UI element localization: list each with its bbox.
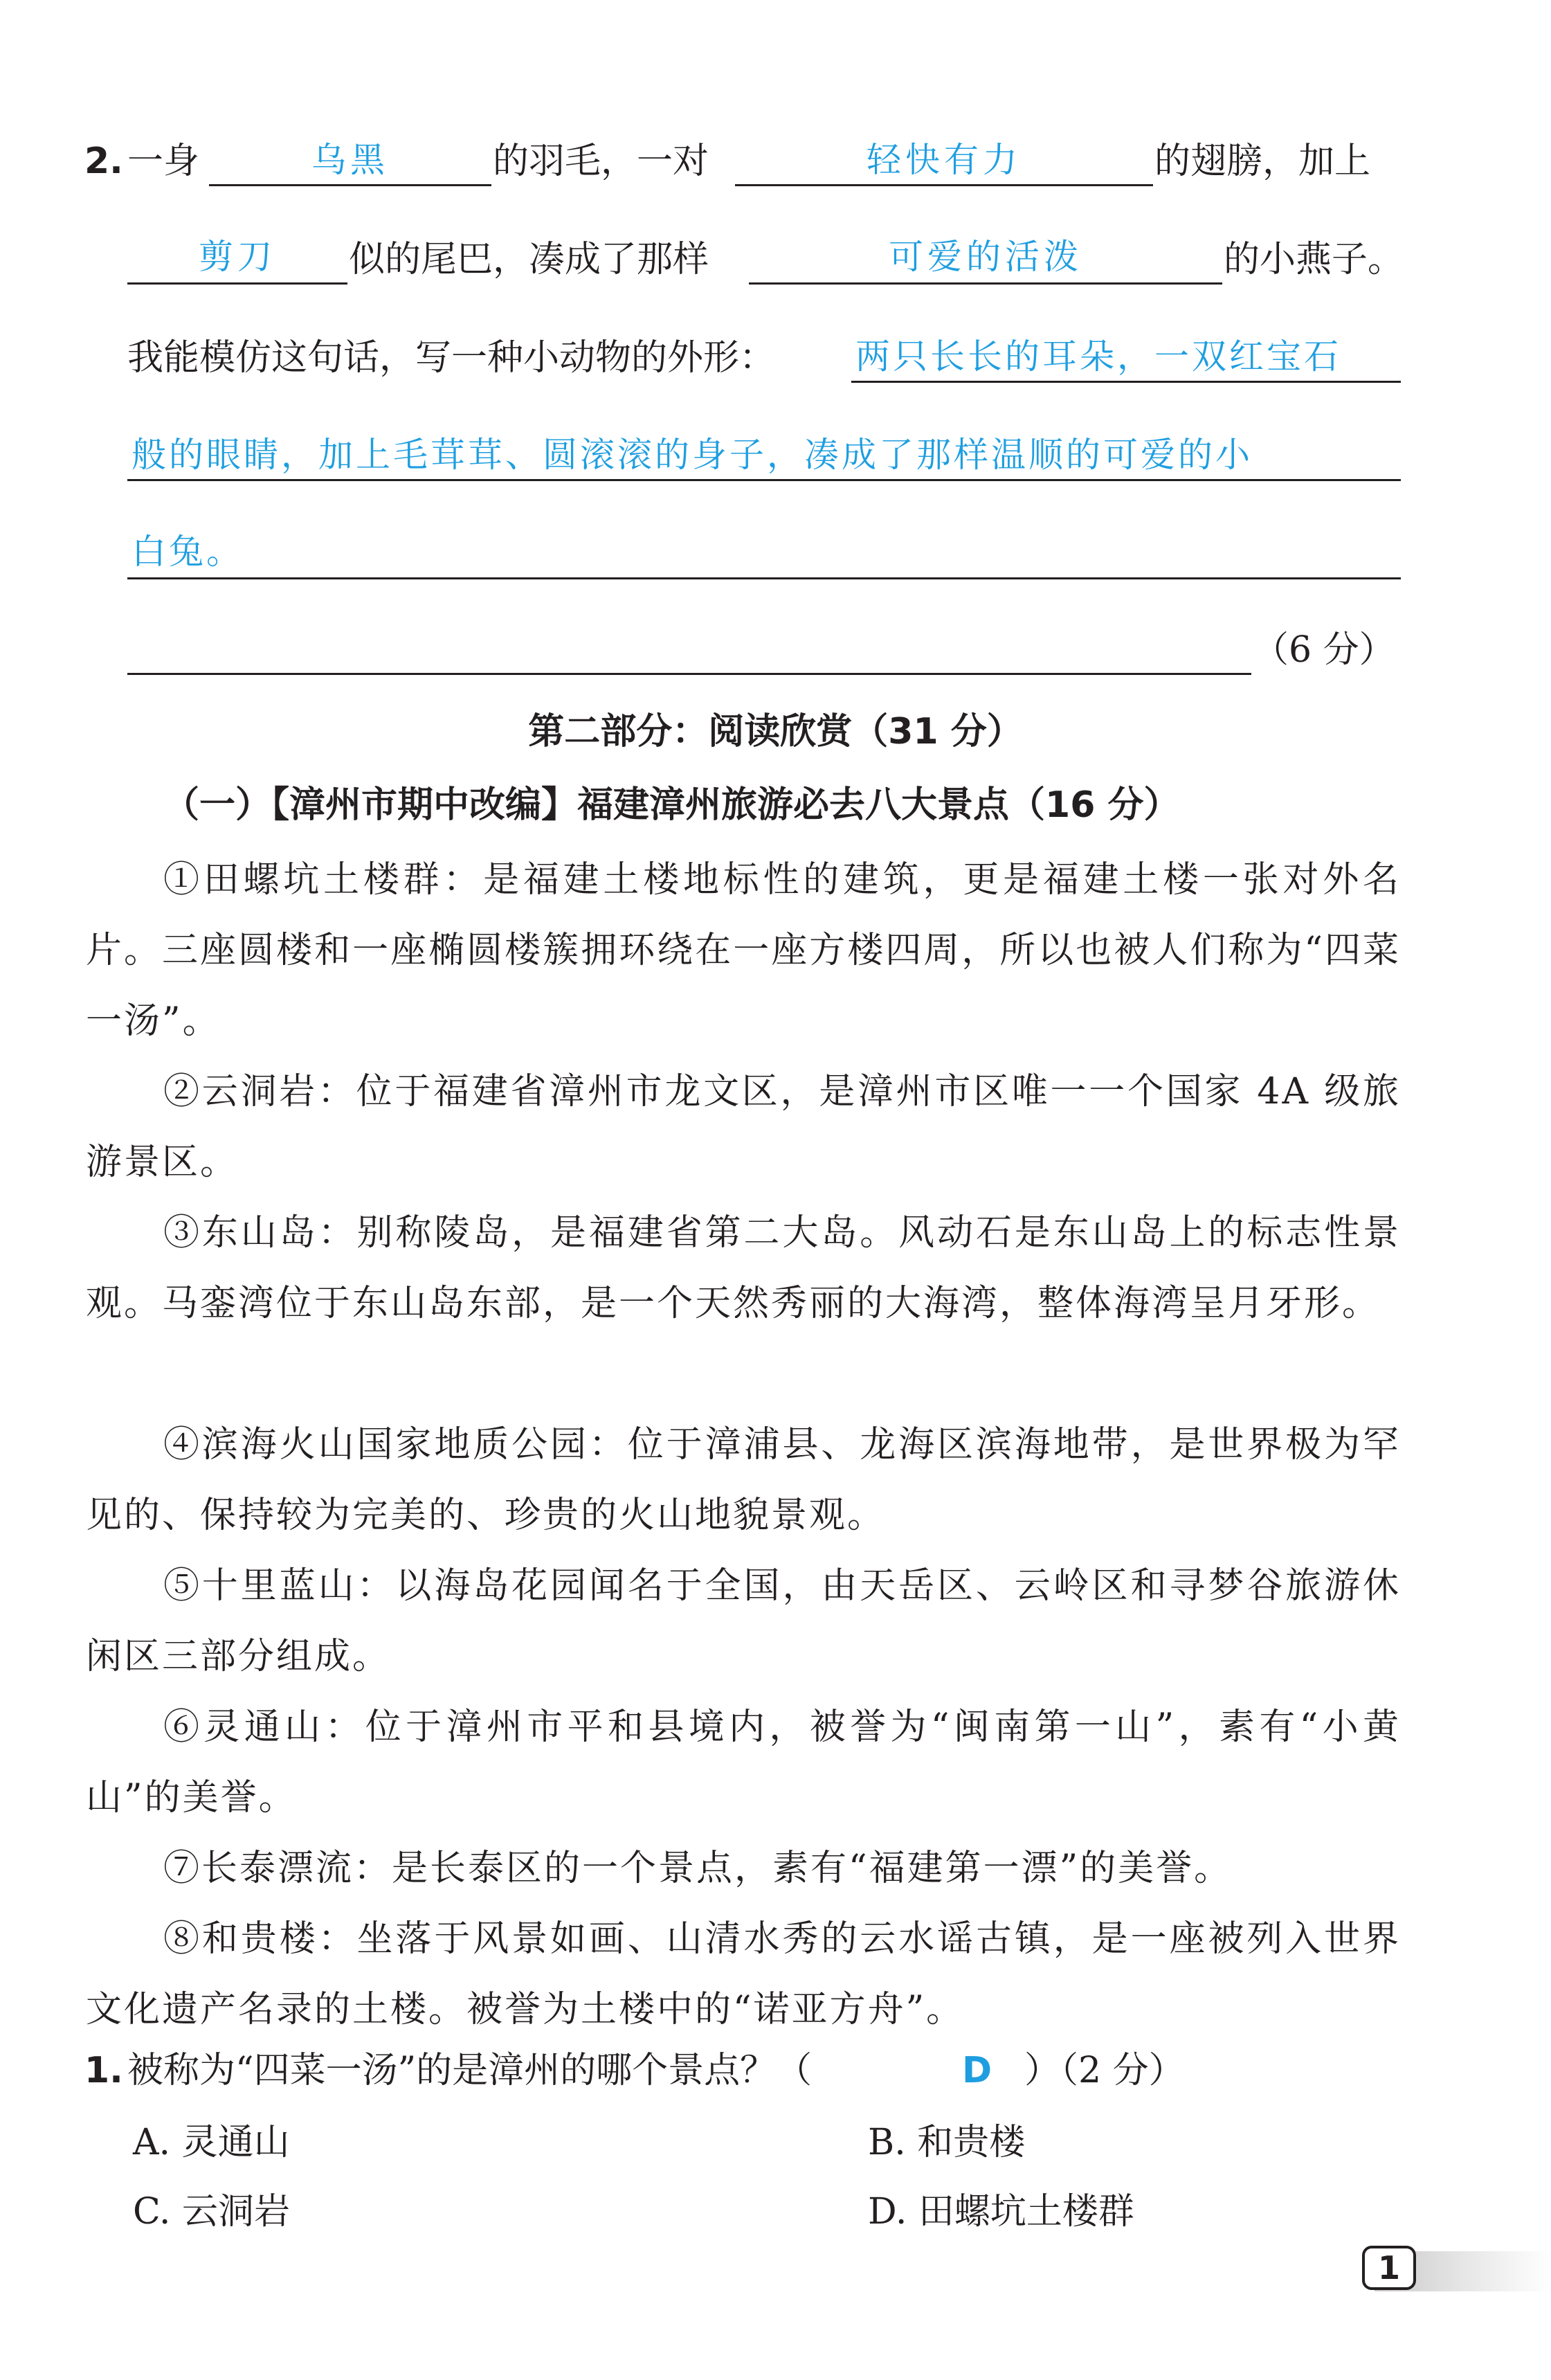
question-number: 2. <box>84 141 123 182</box>
question-stem-end: ）（2 分） <box>1024 2050 1185 2091</box>
question-stem: 被称为“四菜一汤”的是漳州的哪个景点？（ <box>127 2050 813 2091</box>
passage-paragraph: ⑥灵通山：位于漳州市平和县境内，被誉为“闽南第一山”，素有“小黄山”的美誉。 <box>86 1706 1401 1819</box>
answer-blank <box>209 184 491 186</box>
question-text: 的羽毛，一对 <box>493 141 709 182</box>
answer-text: 轻快有力 <box>867 140 1022 180</box>
passage-paragraph: ②云洞岩：位于福建省漳州市龙文区，是漳州市区唯一一个国家 4A 级旅游景区。 <box>86 1071 1401 1183</box>
option-d: D. 田螺坑土楼群 <box>868 2191 1134 2233</box>
answer-blank <box>851 381 1401 383</box>
page-number: 1 <box>1362 2246 1416 2290</box>
question-text: 一身 <box>127 141 200 182</box>
answer-text: 般的眼睛，加上毛茸茸、圆滚滚的身子，凑成了那样温顺的可爱的小 <box>131 435 1253 475</box>
answer-blank <box>127 673 1251 675</box>
question-number: 1. <box>84 2050 123 2091</box>
section-title: 第二部分：阅读欣赏（31 分） <box>528 711 1023 752</box>
passage-title: 福建漳州旅游必去八大景点（16 分） <box>577 784 1180 826</box>
question-text: 的翅膀，加上 <box>1154 141 1371 182</box>
passage-paragraph: ③东山岛：别称陵岛，是福建省第二大岛。风动石是东山岛上的标志性景观。马銮湾位于东山岛东部，是一个天然秀丽的大海湾，整体海湾呈月牙形。 <box>86 1212 1401 1324</box>
option-c: C. 云洞岩 <box>133 2191 290 2233</box>
answer-choice: D <box>962 2050 992 2091</box>
passage-paragraph: ⑧和贵楼：坐落于风景如画、山清水秀的云水谣古镇，是一座被列入世界文化遗产名录的土楼。被誉为土楼中的“诺亚方舟”。 <box>86 1918 1401 2030</box>
answer-blank <box>735 184 1153 186</box>
answer-text: 两只长长的耳朵，一双红宝石 <box>855 336 1341 377</box>
answer-text: 剪刀 <box>199 237 276 277</box>
passage-number: （一） <box>163 784 272 826</box>
question-text: 的小燕子。 <box>1224 239 1404 280</box>
answer-text: 白兔。 <box>131 532 244 572</box>
answer-text: 可爱的活泼 <box>889 237 1082 277</box>
option-b: B. 和贵楼 <box>868 2122 1026 2163</box>
passage-heading <box>163 781 1180 829</box>
question-text: 似的尾巴，凑成了那样 <box>349 239 709 280</box>
passage-paragraph: ①田螺坑土楼群：是福建土楼地标性的建筑，更是福建土楼一张对外名片。三座圆楼和一座椭圆楼簇拥环绕在一座方楼四周，所以也被人们称为“四菜一汤”。 <box>86 859 1401 1042</box>
answer-text: 乌黑 <box>311 140 389 180</box>
passage-paragraph: ⑦长泰漂流：是长泰区的一个景点，素有“福建第一漂”的美誉。 <box>163 1848 1233 1889</box>
score-label: （6 分） <box>1253 629 1395 671</box>
answer-blank <box>127 282 347 285</box>
answer-blank <box>127 577 1401 579</box>
passage-source: 【漳州市期中改编】 <box>271 784 578 826</box>
answer-blank <box>127 479 1401 481</box>
answer-blank <box>749 282 1222 285</box>
passage-paragraph: ⑤十里蓝山：以海岛花园闻名于全国，由天岳区、云岭区和寻梦谷旅游休闲区三部分组成。 <box>86 1565 1401 1677</box>
imitate-prompt: 我能模仿这句话，写一种小动物的外形： <box>127 337 776 379</box>
option-a: A. 灵通山 <box>133 2122 290 2163</box>
passage-paragraph: ④滨海火山国家地质公园：位于漳浦县、龙海区滨海地带，是世界极为罕见的、保持较为完美的、珍贵的火山地貌景观。 <box>86 1424 1401 1536</box>
